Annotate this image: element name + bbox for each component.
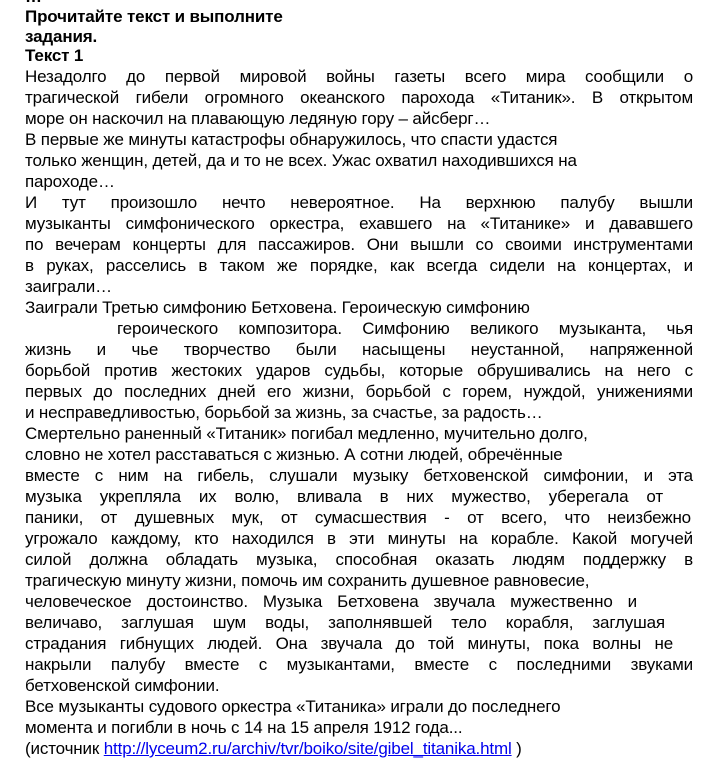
paragraph-2-line: только женщин, детей, да и то не всех. Ужас охватил находившихся на [25,151,577,170]
paragraph-3-line: музыканты симфонического оркестра, ехавшего на «Титанике» и дававшего [25,214,693,233]
paragraph-5-line: трагическую минуту жизни, помочь им сохранить душевное равновесие, [25,571,590,590]
source-prefix: (источник [25,739,104,758]
paragraph-4-line: борьбой против жестоких ударов судьбы, которые обрушивались на него с [25,361,693,380]
source-link[interactable]: http://lyceum2.ru/archiv/tvr/boiko/site/gibel_titanika.html [103,739,512,758]
cropped-top-text [25,0,42,7]
paragraph-5-line: Смертельно раненный «Титаник» погибал медленно, мучительно долго, [25,424,588,443]
source-suffix: ) [511,739,522,758]
paragraph-5-line: накрыли палубу вместе с музыкантами, вместе с последними звуками [25,655,693,674]
paragraph-3-line: по вечерам концерты для пассажиров. Они вышли со своими инструментами [25,235,693,254]
paragraph-4-line: первых до последних дней его жизни, борьбой с горем, нуждой, унижениями [25,382,693,401]
paragraph-5-line: угрожало каждому, кто находился в эти минуты на корабле. Какой могучей [25,529,693,548]
paragraph-2-line: пароходе… [25,172,115,191]
paragraph-5-line: величаво, заглушая шум воды, заполнявшей тело корабля, заглушая [25,613,665,632]
paragraph-1-line: Незадолго до первой мировой войны газеты всего мира сообщили о [25,67,693,86]
paragraph-4-line: и несправедливостью, борьбой за жизнь, за счастье, за радость… [25,403,543,422]
task-heading-line-2: задания. [25,27,98,46]
paragraph-5-line: человеческое достоинство. Музыка Бетховена звучала мужественно и [25,592,637,611]
paragraph-5-line: словно не хотел расставаться с жизнью. А сотни людей, обречённые [25,445,563,464]
task-heading-line-1: Прочитайте текст и выполните [25,7,283,26]
paragraph-5-line: паники, от душевных мук, от сумасшествия - от всего, что неизбежно [25,508,691,527]
paragraph-5-line: страдания гибнущих людей. Она звучала до той минуты, пока волны не [25,634,673,653]
paragraph-3-line: И тут произошло нечто невероятное. На верхнюю палубу вышли [25,193,693,212]
paragraph-2-line: В первые же минуты катастрофы обнаружилось, что спасти удастся [25,130,558,149]
text-title: Текст 1 [25,46,84,65]
paragraph-6-line: момента и погибли в ночь с 14 на 15 апреля 1912 года... [25,718,463,737]
paragraph-1-line: трагической гибели огромного океанского парохода «Титаник». В открытом [25,88,693,107]
paragraph-4-line: Заиграли Третью симфонию Бетховена. Героическую симфонию [25,298,530,317]
paragraph-1-line: море он наскочил на плавающую ледяную гору – айсберг… [25,109,491,128]
paragraph-5-line: бетховенской симфонии. [25,676,220,695]
paragraph-5-line: музыка укрепляла их волю, вливала в них мужество, уберегала от [25,487,663,506]
paragraph-4-line: жизнь и чье творчество были насыщены неустанной, напряженной [25,340,693,359]
paragraph-3-line: в руках, расселись в таком же порядке, как всегда сидели на концертах, и [25,256,693,275]
paragraph-3-line: заиграли… [25,277,112,296]
paragraph-5-line: силой должна обладать музыка, способная оказать людям поддержку в [25,550,693,569]
paragraph-4-line: героического композитора. Симфонию великого музыканта, чья [117,319,693,338]
paragraph-6-line: Все музыканты судового оркестра «Титаника» играли до последнего [25,697,561,716]
source-line [25,739,522,759]
paragraph-5-line: вместе с ним на гибель, слушали музыку бетховенской симфонии, и эта [25,466,693,485]
